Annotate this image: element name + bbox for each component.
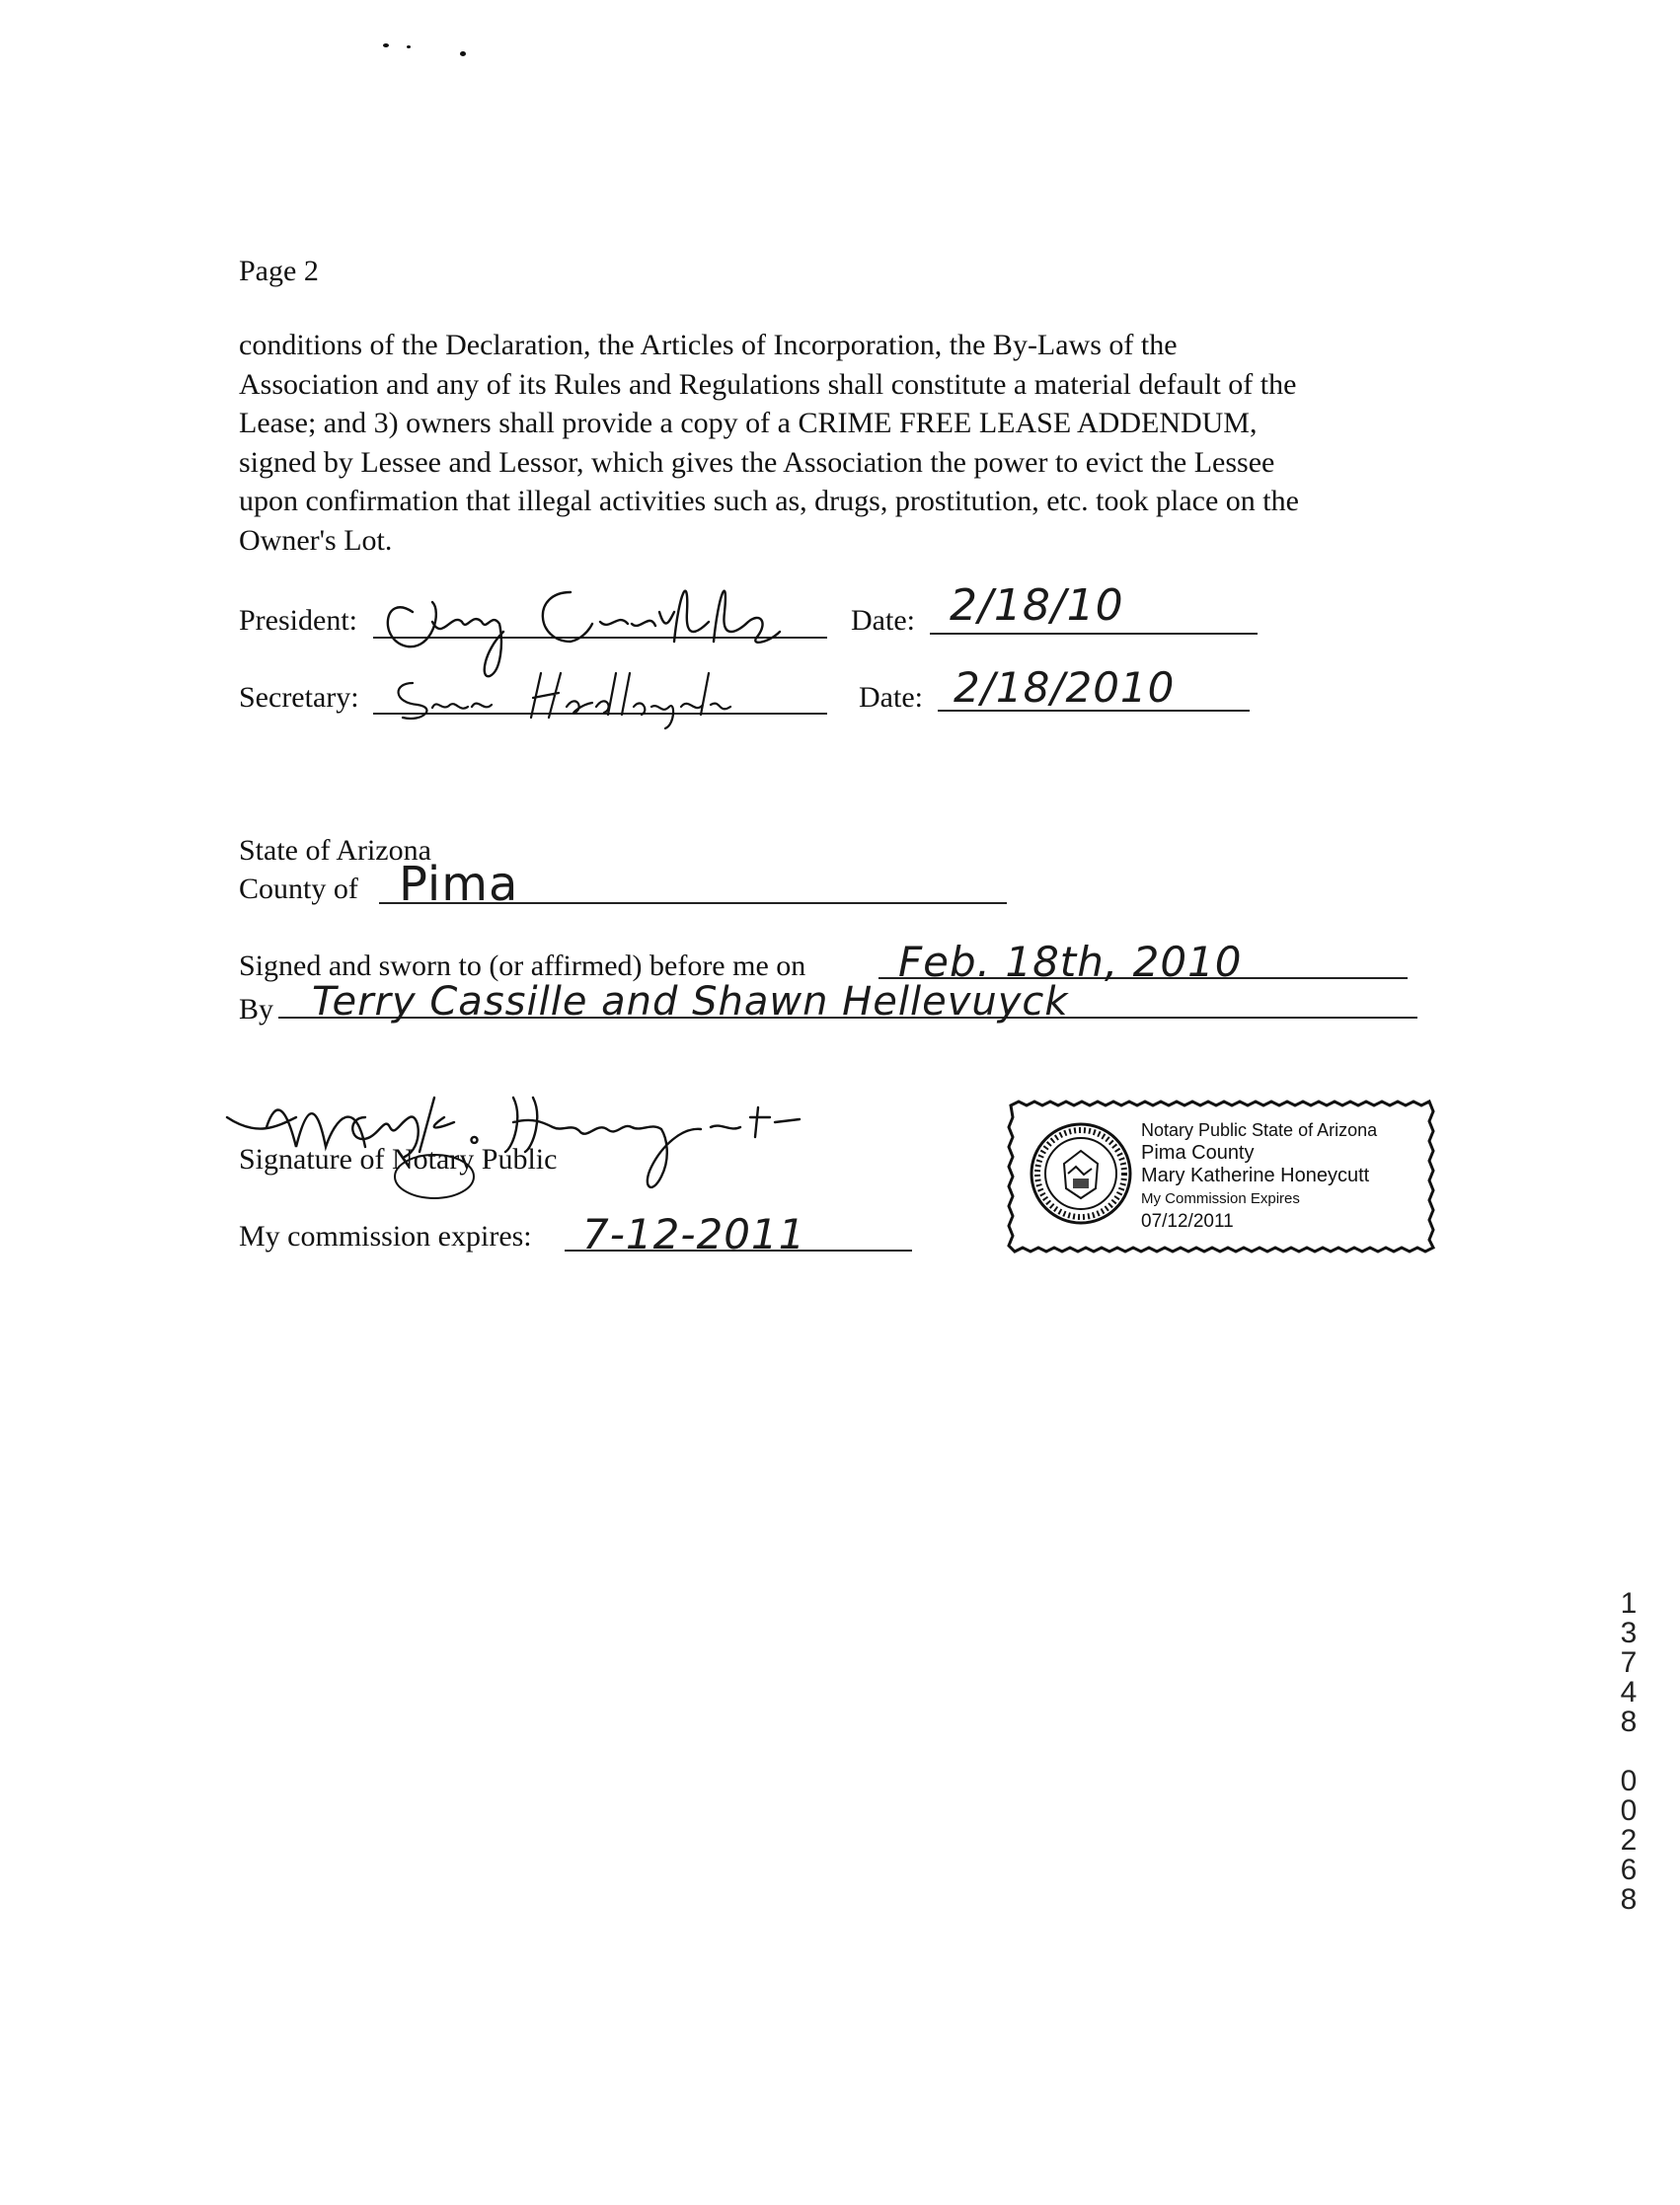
commission-label: My commission expires: (239, 1220, 532, 1253)
president-date-line (930, 633, 1258, 635)
scan-speck (407, 45, 411, 48)
scan-speck (383, 43, 389, 47)
page-label: Page 2 (239, 255, 319, 287)
bates-digit: 8 (1620, 1706, 1638, 1738)
body-line: Owner's Lot. (239, 523, 393, 557)
president-label: President: (239, 604, 357, 637)
commission-value: 7-12-2011 (582, 1210, 806, 1258)
stamp-line: 07/12/2011 (1141, 1211, 1234, 1232)
bates-digit: 2 (1620, 1824, 1638, 1857)
body-line: Association and any of its Rules and Regulations shall constitute a material default of the (239, 367, 1297, 401)
body-line: Lease; and 3) owners shall provide a copy of a CRIME FREE LEASE ADDENDUM, (239, 407, 1258, 439)
stamp-line: Pima County (1141, 1142, 1255, 1164)
bates-digit: 4 (1620, 1676, 1638, 1709)
stamp-line: Mary Katherine Honeycutt (1141, 1165, 1370, 1186)
bates-digit: 6 (1620, 1854, 1638, 1886)
secretary-signature (373, 663, 807, 732)
bates-number (1609, 1589, 1648, 1915)
bates-digit: 3 (1620, 1617, 1638, 1649)
bates-digit: 8 (1620, 1883, 1638, 1916)
sworn-label: Signed and sworn to (or affirmed) before me on (239, 950, 806, 982)
county-label: County of (239, 873, 358, 905)
body-line: signed by Lessee and Lessor, which gives the Association the power to evict the Lessee (239, 445, 1275, 479)
notary-signature-label: Signature of Notary Public (239, 1143, 558, 1176)
body-line: upon confirmation that illegal activities such as, drugs, prostitution, etc. took place on the (239, 485, 1299, 517)
state-line: State of Arizona (239, 834, 431, 867)
body-line: conditions of the Declaration, the Articles of Incorporation, the By-Laws of the (239, 329, 1178, 361)
secretary-date-label: Date: (859, 681, 923, 714)
by-label: By (239, 993, 274, 1026)
president-signature (373, 553, 807, 681)
bates-digit (1609, 1737, 1648, 1767)
body-paragraph (239, 326, 1443, 560)
stamp-line: My Commission Expires (1141, 1190, 1300, 1207)
state-seal-icon (1027, 1119, 1135, 1228)
notary-stamp (1005, 1098, 1439, 1254)
bates-digit: 0 (1620, 1794, 1638, 1827)
stamp-text (1141, 1119, 1377, 1233)
by-value: Terry Cassille and Shawn Hellevuyck (312, 979, 1069, 1025)
sworn-date-value: Feb. 18th, 2010 (898, 938, 1243, 986)
secretary-label: Secretary: (239, 681, 359, 714)
secretary-date-value: 2/18/2010 (954, 663, 1176, 712)
president-date-label: Date: (851, 604, 915, 637)
bates-digit: 7 (1620, 1646, 1638, 1679)
stamp-line: Notary Public State of Arizona (1141, 1120, 1378, 1140)
bates-digit: 0 (1620, 1765, 1638, 1797)
bates-digit: 1 (1620, 1587, 1638, 1620)
president-date-value: 2/18/10 (950, 580, 1124, 631)
county-value: Pima (399, 857, 519, 912)
scan-speck (460, 51, 466, 56)
